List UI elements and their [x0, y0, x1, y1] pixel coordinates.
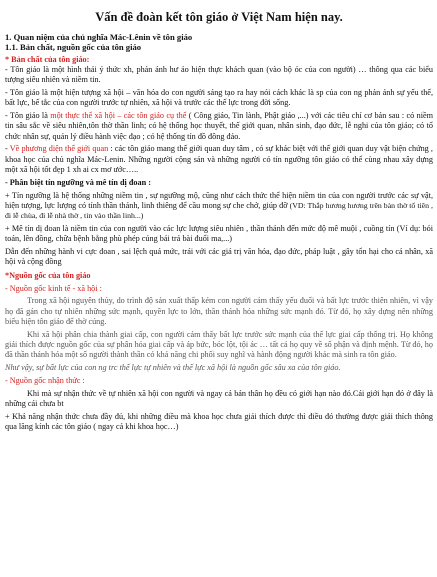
section-heading-1-1: 1.1. Bản chất, nguồn gốc của tôn giáo — [5, 42, 142, 53]
me-tin-paragraph: + Mê tín dị đoan là niềm tin của con người vào các lực lượng siêu nhiên , thần thánh đến mức độ mê muội , cuồng tín (Ví dụ: bói toán, lên đồng, chữa bệnh bằng phù phép cúng bái trả bài đuổi ma,...) — [5, 224, 433, 244]
section-heading-1: 1. Quan niệm của chủ nghĩa Mác-Lênin về tôn giáo — [5, 32, 193, 42]
nhan-thuc-paragraph-1: Khi mà sự nhận thức về tự nhiên xã hội con người và ngay cả bản thân họ đều có giới hạn nào đó.Cái giới hạn đó ở đây là những cái chưa bt — [5, 388, 433, 408]
paragraph-3-rest: ( Công giáo, Tin lành, Phật giáo ,...) với các tiêu chí cơ bản sau : có niềm tin sâu sắc về siêu nhiên,tôn thờ thần linh; có hệ thống học thuyết, thế giới quan, nhân sinh, đạo đức, lễ nghi của tôn giáo; có tổ chức nhân sự, quản lý điều hành việc đạo ; có hệ thống tín đồ đông đảo. — [5, 111, 433, 141]
nhan-thuc-heading: - Nguồn gốc nhận thức : — [5, 376, 85, 386]
nguon-goc-heading: *Nguồn gốc của tôn giáo — [5, 270, 91, 280]
paragraph-3-prefix: - Tôn giáo là — [5, 111, 51, 121]
paragraph-4-prefix: - — [5, 144, 10, 154]
paragraph-4 — [5, 144, 433, 175]
kinh-te-heading: - Nguồn gốc kinh tế - xã hội : — [5, 284, 102, 294]
tin-nguong-text: + Tín ngưỡng là hệ thống những niềm tin , sự ngưỡng mộ, cũng như cách thức thể hiện niềm tin của con người trước các sự vật, hiện tượng, lực lượng có tính thần thánh, linh thiêng để cầu mong sự che chở, giúp đỡ — [5, 190, 433, 210]
nhan-thuc-paragraph-2: + Khả năng nhận thức chưa đầy đủ, khi những điều mà khoa học chưa giải thích được thì điều đó thường được giải thích thông qua lăng kính các tôn giáo ( ngay cả khi khoa học…) — [5, 411, 433, 432]
paragraph-3 — [5, 111, 433, 142]
paragraph-3-highlight: một thực thể xã hội – các tôn giáo cụ thể — [50, 111, 187, 121]
paragraph-2: - Tôn giáo là một hiện tượng xã hội – văn hóa do con người sáng tạo ra hay nói cách khác là sp của con ng phản ánh sự yếu thế, bất lực, bế tắc của con người trước tự nhiên, xã hội và trước các thế lực trong đời sống. — [5, 87, 433, 108]
paragraph-1: - Tôn giáo là một hình thái ý thức xh, phản ánh hư ảo hiện thực khách quan (vào bộ óc của con người) … thông qua các biểu tượng siêu nhiên và niềm tin. — [5, 64, 433, 85]
paragraph-4-rest: : các tôn giáo mang thế giới quan duy tâm , có sự khác biệt với thế giới quan duy vật biện chứng , khoa học của chủ nghĩa Mác-Lenin. Những người cộng sản và những người có tín ngưỡng tôn giáo có thể cùng nhau xây dựng một xã hội tốt đẹp 1 xh ai cx mơ ước….. — [5, 144, 433, 175]
paragraph-4-highlight: Về phương diện thế giới quan — [9, 144, 109, 154]
tin-nguong-example: (VD: Thắp hương hương trên bàn thờ tổ tiên , đi lễ chùa, đi lễ nhà thờ , tin vào thần linh...) — [5, 200, 433, 221]
page-title: Vấn đề đoàn kết tôn giáo ở Việt Nam hiện nay. — [95, 10, 343, 24]
phan-biet-heading: - Phân biệt tín ngưỡng và mê tín dị đoan : — [5, 178, 151, 188]
kinh-te-paragraph-2: Khi xã hội phân chia thành giai cấp, con người cảm thấy bất lực trước sức mạnh của thế lực giai cấp thống trị. Họ không giải thích được nguồn gốc của sự phân hóa giai cấp và áp bức, bóc lột, tội ác … tất cả họ quy về số phận và định mệnh. Từ đó, họ đã thần thánh hóa một số người thành thần có khả năng chi phối suy nghĩ và hành động người khác mà sinh ra tôn giáo. — [5, 329, 433, 360]
dan-den-paragraph: Dẫn đến những hành vi cực đoan , sai lệch quá mức, trái với các giá trị văn hóa, đạo đức, pháp luật , gây tổn hại cho cá nhân, xã hội và cộng đồng — [5, 247, 433, 267]
tin-nguong-paragraph — [5, 191, 433, 222]
summary-italic: Như vậy, sự bất lực của con ng trc thế lực tự nhiên và thế lực xã hội là nguồn gốc sâu xa của tôn giáo. — [5, 363, 341, 373]
kinh-te-paragraph-1: Trong xã hội nguyên thủy, do trình độ sản xuất thấp kém con người cảm thấy yếu đuối và bất lực trước thiên nhiên, vì vậy họ đã gán cho tự nhiên những sức mạnh, quyền lực to lớn, thần thánh hóa những sức mạnh đó. Từ đó, họ xây dựng nên những biểu hiện tôn giáo để thờ cúng. — [5, 296, 433, 326]
ban-chat-heading: * Bản chất của tôn giáo: — [5, 54, 90, 64]
